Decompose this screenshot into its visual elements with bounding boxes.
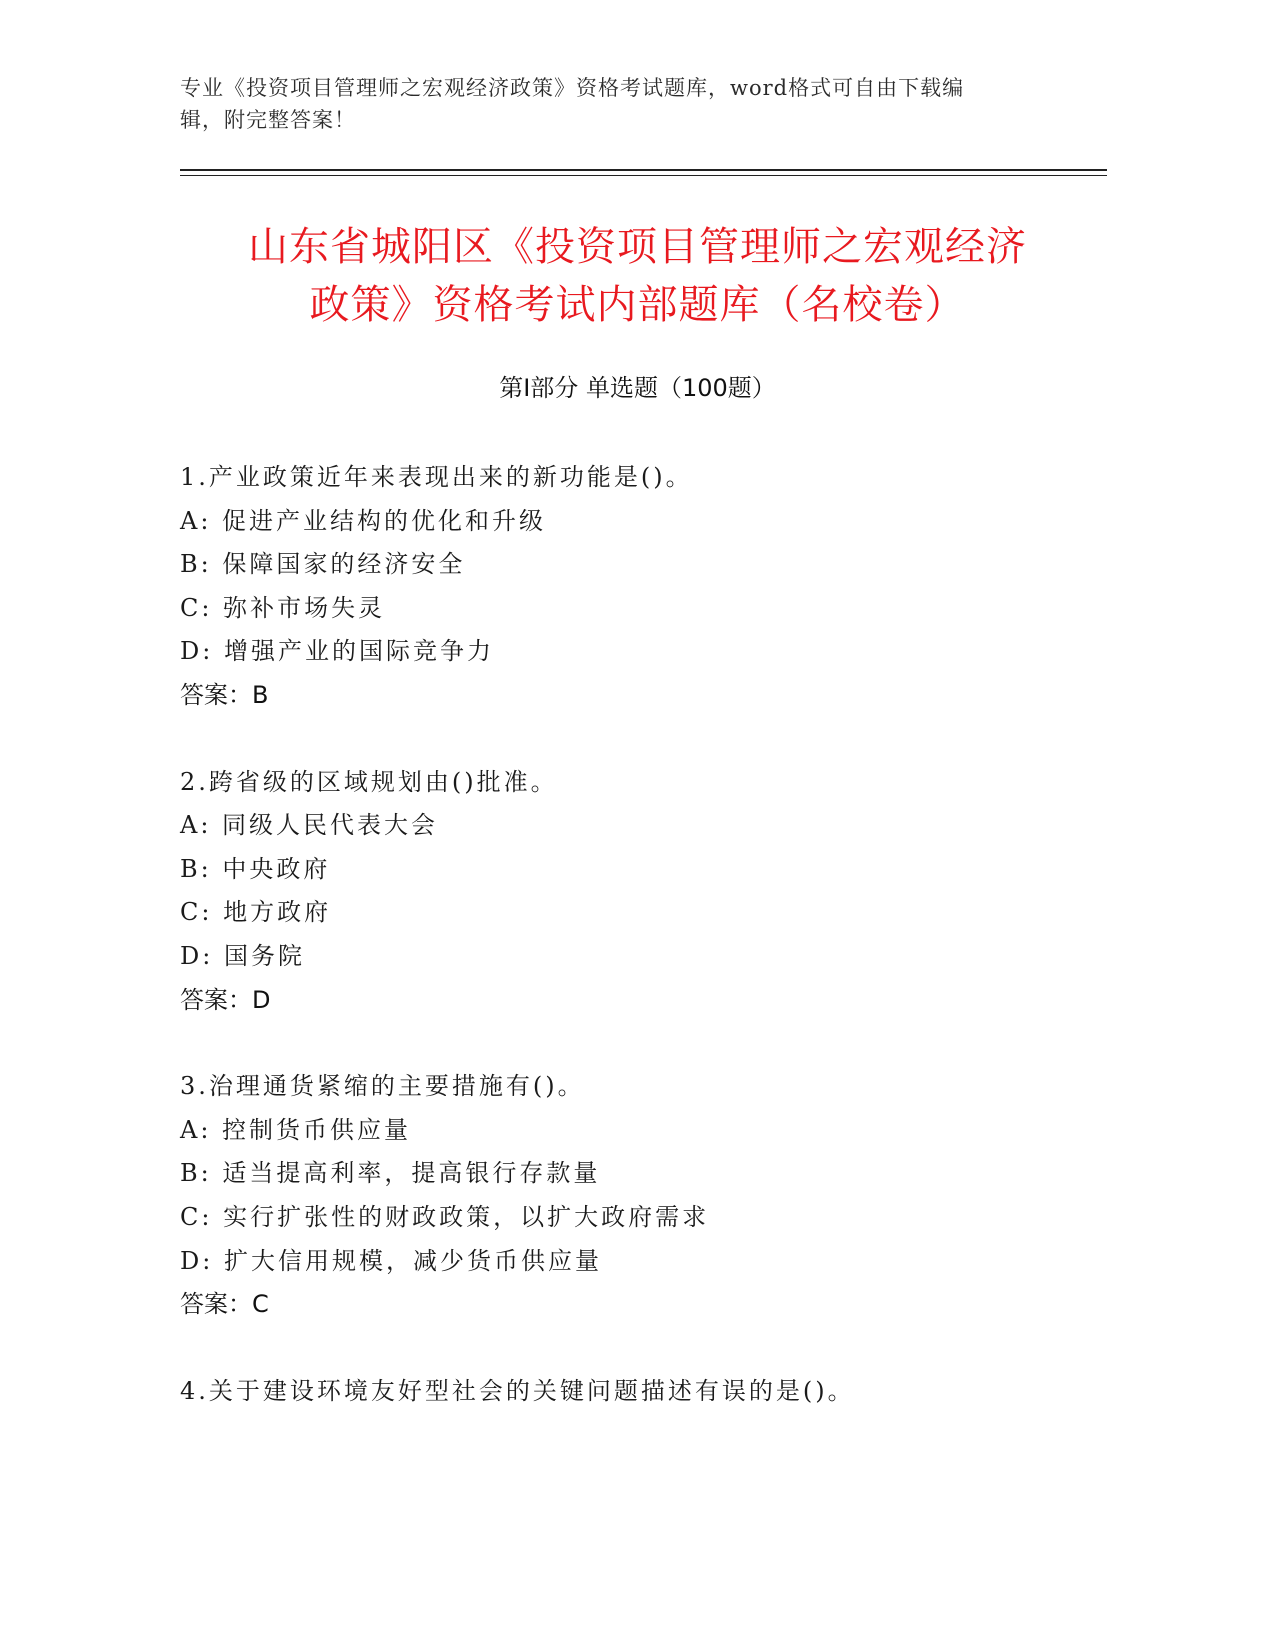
header-note — [180, 72, 1040, 136]
answer-line: 答案：B — [180, 680, 269, 709]
question-stem: 4.关于建设环境友好型社会的关键问题描述有误的是()。 — [180, 1376, 855, 1405]
document-title-line-1: 山东省城阳区《投资项目管理师之宏观经济 — [248, 224, 1027, 270]
header-divider-thin — [180, 175, 1107, 176]
question-2 — [180, 761, 1120, 1023]
document-title-line-2: 政策》资格考试内部题库（名校卷） — [309, 282, 966, 328]
header-divider-thick — [180, 169, 1107, 171]
option-c: C: 地方政府 — [180, 898, 332, 927]
document-title — [150, 218, 1125, 334]
question-stem: 2.跨省级的区域规划由()批准。 — [180, 767, 558, 796]
option-d: D: 增强产业的国际竞争力 — [180, 637, 494, 666]
option-b: B: 保障国家的经济安全 — [180, 550, 466, 579]
option-b: B: 中央政府 — [180, 854, 331, 883]
option-a: A: 控制货币供应量 — [180, 1115, 412, 1144]
section-title: 第Ⅰ部分 单选题（100题） — [499, 374, 776, 402]
answer-line: 答案：C — [180, 1290, 269, 1319]
option-b: B: 适当提高利率，提高银行存款量 — [180, 1159, 601, 1188]
header-note-line-1: 专业《投资项目管理师之宏观经济政策》资格考试题库，word格式可自由下载编 — [180, 76, 965, 100]
question-4 — [180, 1370, 1120, 1414]
option-c: C: 实行扩张性的财政政策，以扩大政府需求 — [180, 1202, 710, 1231]
header-note-line-2: 辑，附完整答案！ — [180, 108, 356, 132]
question-stem: 3.治理通货紧缩的主要措施有()。 — [180, 1072, 585, 1101]
option-d: D: 国务院 — [180, 941, 305, 970]
option-a: A: 同级人民代表大会 — [180, 811, 439, 840]
question-3 — [180, 1065, 1120, 1327]
option-c: C: 弥补市场失灵 — [180, 593, 386, 622]
question-list — [180, 456, 1120, 1456]
question-stem: 1.产业政策近年来表现出来的新功能是()。 — [180, 463, 693, 491]
answer-line: 答案：D — [180, 985, 271, 1014]
option-a: A: 促进产业结构的优化和升级 — [180, 506, 547, 535]
question-1 — [180, 456, 1120, 718]
option-d: D: 扩大信用规模，减少货币供应量 — [180, 1246, 602, 1275]
